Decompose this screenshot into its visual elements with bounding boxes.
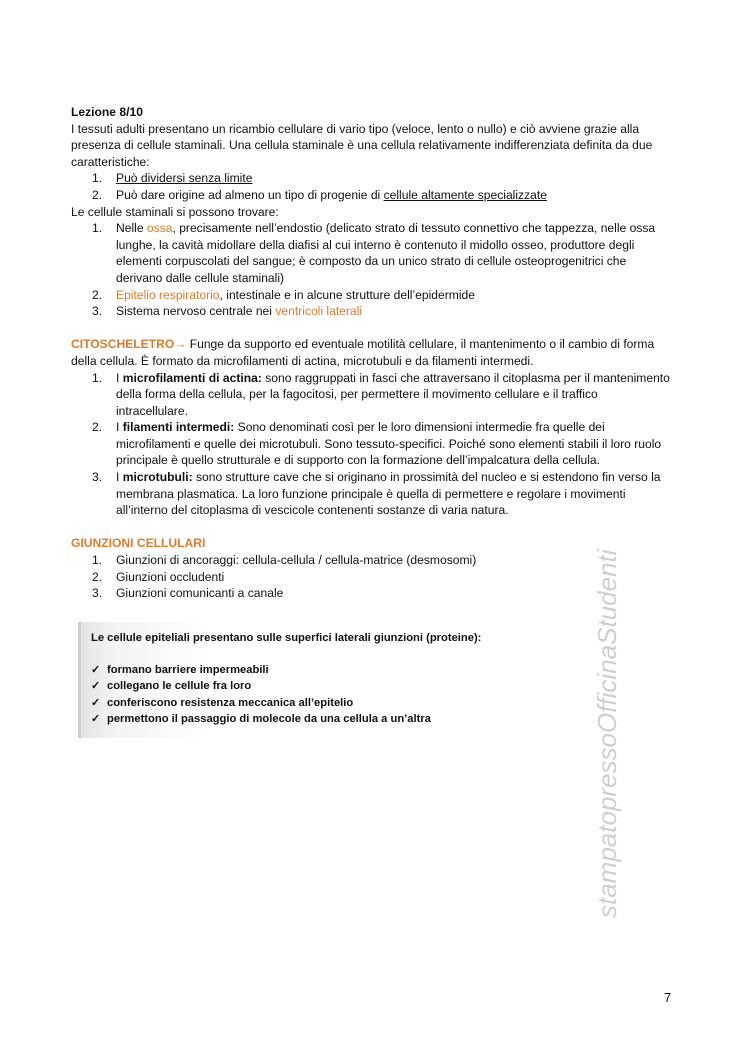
list-item: 3. Giunzioni comunicanti a canale	[92, 586, 284, 601]
list-item: 1. Può dividersi senza limite	[92, 171, 253, 186]
check-icon: ✓	[91, 712, 101, 725]
figure-title: Le cellule epiteliali presentano sulle superfici laterali giunzioni (proteine):	[91, 632, 482, 644]
list-item: 2. I filamenti intermedi: Sono denominati così per le loro dimensioni intermedie fra quelle dei microfilamenti e quelle dei microtubuli. Sono tessuto-specifici. Poiché sono elementi stabili il loro ruolo principale è quello strutturale e di supporto con la formazione dell’impalcatura della cellula.	[92, 420, 662, 468]
list-item: 1. I microfilamenti di actina: sono raggruppati in fasci che attraversano il citoplasma per il mantenimento della forma della cellula, per la fagocitosi, per permettere il movimento cellulare e il traffico intracellulare.	[92, 370, 670, 418]
page-content	[71, 104, 671, 602]
list-item: ✓ formano barriere impermeabili	[91, 662, 481, 678]
list-item: ✓ collegano le cellule fra loro	[91, 678, 481, 694]
cytoskeleton-title: CITOSCHELETRO	[71, 337, 175, 352]
list-item: 2. Epitelio respiratorio, intestinale e in alcune strutture dell’epidermide	[92, 287, 475, 302]
list-item: 1. Giunzioni di ancoraggi: cellula-cellula / cellula-matrice (desmosomi)	[92, 553, 477, 568]
list-item: 2. Giunzioni occludenti	[92, 569, 225, 584]
watermark	[580, 530, 660, 930]
characteristics-list	[71, 170, 671, 203]
list-item: 1. Nelle ossa, precisamente nell’endostio (delicato strato di tessuto connettivo che tappezza, nelle ossa lunghe, la cavità midollare della diafisi al cui interno è contenuto il midollo osseo, produttore degli elementi corpuscolati del sangue; è composto da un unico strato di cellule osteoprogenitrici che derivano dalle cellule staminali)	[92, 221, 656, 285]
lesson-title: Lezione 8/10	[71, 105, 143, 119]
where-intro: Le cellule staminali si possono trovare:	[71, 204, 279, 219]
list-item: ✓ conferiscono resistenza meccanica all’epitelio	[91, 695, 481, 711]
arrow-icon: →	[174, 337, 187, 352]
list-item: 3. Sistema nervoso centrale nei ventricoli laterali	[92, 304, 363, 319]
cytoskeleton-list	[71, 370, 671, 519]
cytoskeleton-intro: CITOSCHELETRO→ Funge da supporto ed eventuale motilità cellulare, il mantenimento o il cambio di forma della cellula. È formato da microfilamenti di actina, microtubuli e da filamenti intermedi.	[71, 337, 655, 368]
list-item: 2. Può dare origine ad almeno un tipo di progenie di cellule altamente specializzate	[92, 187, 547, 202]
junctions-title: GIUNZIONI CELLULARI	[71, 536, 206, 551]
check-icon: ✓	[91, 664, 101, 677]
page-number: 7	[664, 990, 672, 1005]
junctions-figure-box	[78, 622, 521, 738]
check-icon: ✓	[91, 680, 101, 693]
list-item: ✓ permettono il passaggio di molecole da una cellula a un’altra	[91, 711, 481, 727]
check-icon: ✓	[91, 696, 101, 709]
list-item: 3. I microtubuli: sono strutture cave che si originano in prossimità del nucleo e si estendono fin verso la membrana plasmatica. La loro funzione principale è quella di permettere e regolare i movimenti all’interno del citoplasma di vescicole contenenti sostanze di varia natura.	[92, 470, 661, 518]
lesson-intro: I tessuti adulti presentano un ricambio cellulare di vario tipo (veloce, lento o nullo) e ciò avviene grazie alla presenza di cellule staminali. Una cellula staminale è una cellula relativamente indifferenziata definita da due caratteristiche:	[71, 121, 653, 169]
where-list	[71, 220, 671, 320]
watermark-text: stampatopressoOfficinaStudenti	[592, 549, 622, 918]
